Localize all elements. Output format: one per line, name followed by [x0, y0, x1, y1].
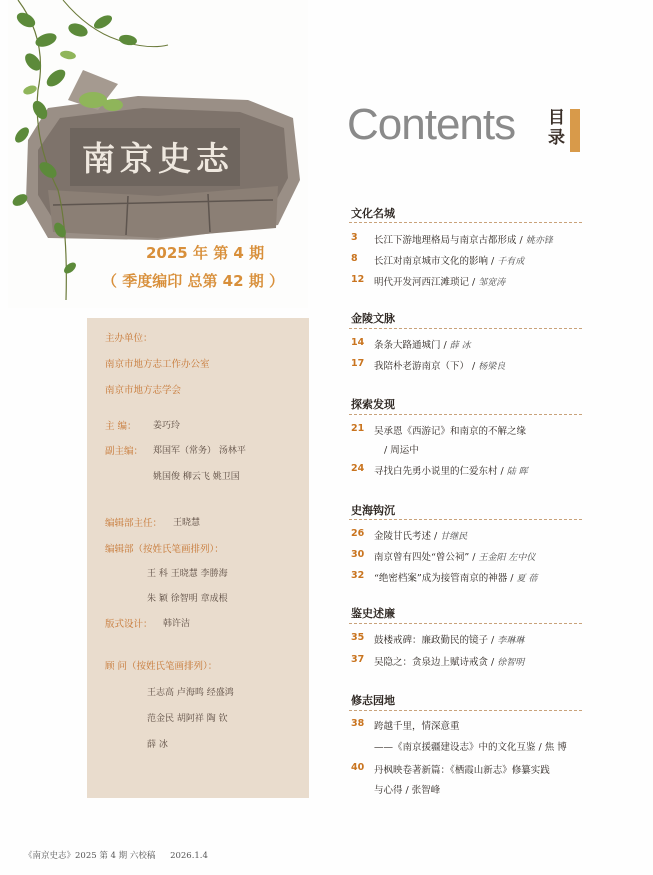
design-label: 版式设计：: [105, 619, 153, 630]
sponsor-label: 主办单位：: [105, 333, 153, 344]
accent-bar: [570, 109, 580, 152]
article-entry[interactable]: [374, 762, 550, 776]
article-page: 40: [351, 762, 365, 773]
issue-note: （ 季度编印 总第 42 期 ）: [102, 272, 284, 290]
office-label: 编辑部主任：: [105, 518, 163, 529]
advisor-row-3: 薛 冰: [147, 740, 168, 750]
section-title: 金陵文脉: [351, 312, 395, 325]
article-entry[interactable]: [374, 423, 526, 437]
mulu-heading: [548, 108, 568, 148]
sponsor-1: 南京市地方志工作办公室: [105, 359, 210, 370]
article-page: 35: [351, 632, 365, 643]
advisor-label: 顾 问（按姓氏笔画排列）：: [105, 661, 218, 672]
vice-editor-row-1: 郑国军（常务） 汤林平: [153, 446, 246, 456]
article-author: 杨梁良: [478, 362, 506, 372]
article-entry[interactable]: 条条大路通城门 / 薛 冰: [374, 340, 471, 351]
article-entry[interactable]: 吴隐之：贪泉边上赋诗戒贪 / 徐智明: [374, 657, 525, 668]
section-divider: [349, 222, 582, 223]
article-entry[interactable]: 寻找白先勇小说里的仁爱东村 / 陆 晖: [374, 466, 528, 477]
article-title: 金陵甘氏考述: [374, 531, 432, 542]
section-divider: [349, 710, 582, 711]
article-title: 南京曾有四处“曾公祠”: [374, 552, 470, 563]
article-author: 薛 冰: [449, 341, 471, 351]
mulu-char-2: 录: [548, 128, 565, 148]
article-title: 条条大路通城门: [374, 340, 441, 351]
advisor-row-1: 王志高 卢海鸣 经盛鸿: [147, 688, 234, 698]
article-page: 30: [351, 549, 365, 560]
section-divider: [349, 519, 582, 520]
article-title-cont: 与心得 / 张智峰: [374, 785, 441, 796]
article-author: 千有成: [497, 257, 525, 267]
section-title: 史海钩沉: [351, 504, 395, 517]
article-title: 鼓楼戒碑：廉政勤民的镜子: [374, 635, 489, 646]
article-entry[interactable]: 我陪朴老游南京（下） / 杨梁良: [374, 361, 506, 372]
article-author: 夏 蓓: [516, 574, 538, 584]
article-author: 姚亦锋: [525, 236, 553, 246]
cover-stone-title: 南京史志: [82, 139, 234, 178]
article-page: 24: [351, 463, 365, 474]
issue-number: 2025 年 第 4 期: [146, 244, 265, 262]
article-subtitle: ——《南京援疆建设志》中的文化互鉴 / 焦 博: [374, 742, 567, 753]
article-author: / 周运中: [384, 445, 419, 456]
article-entry[interactable]: “绝密档案”成为接管南京的神器 / 夏 蓓: [374, 573, 538, 584]
masthead-box: [87, 318, 309, 798]
editor-name: 姜巧玲: [153, 421, 181, 431]
page-footer: [24, 849, 220, 861]
article-title: “绝密档案”成为接管南京的神器: [374, 573, 508, 584]
article-title: 长江下游地理格局与南京古都形成: [374, 235, 517, 246]
section-title: 探索发现: [351, 398, 395, 411]
article-author: 陆 晖: [506, 467, 528, 477]
article-page: 3: [351, 232, 358, 243]
article-page: 12: [351, 274, 365, 285]
section-title: 修志园地: [351, 694, 395, 707]
article-entry[interactable]: 长江对南京城市文化的影响 / 千有成: [374, 256, 525, 267]
contents-heading: Contents: [347, 100, 516, 149]
vice-editor-row-2: 姚国俊 柳云飞 姚卫国: [153, 472, 240, 482]
article-page: 26: [351, 528, 365, 539]
article-title: 吴承恩《西游记》和南京的不解之缘: [374, 426, 527, 437]
article-page: 8: [351, 253, 358, 264]
dept-label: 编辑部（按姓氏笔画排列）：: [105, 544, 224, 555]
article-author: 邹宽涛: [478, 278, 506, 288]
article-author: 王金阳 左中仪: [478, 553, 536, 563]
article-author: 徐智明: [497, 658, 525, 668]
article-page: 38: [351, 718, 365, 729]
article-page: 14: [351, 337, 365, 348]
section-divider: [349, 328, 582, 329]
article-entry[interactable]: [374, 718, 460, 732]
footer-date: 2026.1.4: [170, 851, 208, 861]
section-title: 文化名城: [351, 207, 395, 220]
section-divider: [349, 623, 582, 624]
article-title: 我陪朴老游南京（下）: [374, 361, 470, 372]
designer-name: 韩许洁: [163, 619, 191, 629]
article-entry[interactable]: 鼓楼戒碑：廉政勤民的镜子 / 李琳琳: [374, 635, 525, 646]
article-entry[interactable]: 明代开发河西江滩琐记 / 邹宽涛: [374, 277, 506, 288]
article-page: 21: [351, 423, 365, 434]
editor-label: 主 编：: [105, 421, 137, 432]
article-title: 丹枫映卷著新篇：《栖霞山新志》修纂实践: [374, 765, 550, 776]
article-title: 吴隐之：贪泉边上赋诗戒贪: [374, 657, 489, 668]
article-entry[interactable]: 南京曾有四处“曾公祠” / 王金阳 左中仪: [374, 552, 536, 563]
article-page: 17: [351, 358, 365, 369]
mulu-char-1: 目: [548, 108, 565, 128]
section-title: 鉴史述廉: [351, 607, 395, 620]
article-title: 长江对南京城市文化的影响: [374, 256, 489, 267]
article-title: 寻找白先勇小说里的仁爱东村: [374, 466, 498, 477]
article-entry[interactable]: 金陵甘氏考述 / 甘继民: [374, 531, 468, 542]
footer-journal: 《南京史志》2025 第 4 期 六校稿: [24, 851, 156, 861]
article-page: 32: [351, 570, 365, 581]
article-title: 跨越千里，情深意重: [374, 721, 460, 732]
section-divider: [349, 414, 582, 415]
vice-editor-label: 副主编：: [105, 446, 144, 457]
article-title: 明代开发河西江滩琐记: [374, 277, 470, 288]
office-head: 王晓慧: [173, 518, 201, 528]
article-author: 李琳琳: [497, 636, 525, 646]
article-entry[interactable]: 长江下游地理格局与南京古都形成 / 姚亦锋: [374, 235, 553, 246]
article-author: 甘继民: [440, 532, 468, 542]
article-page: 37: [351, 654, 365, 665]
advisor-row-2: 范金民 胡阿祥 陶 钦: [147, 714, 228, 724]
dept-row-1: 王 科 王晓慧 李勝海: [147, 569, 228, 579]
sponsor-2: 南京市地方志学会: [105, 385, 182, 396]
dept-row-2: 朱 颖 徐智明 章成根: [147, 594, 228, 604]
